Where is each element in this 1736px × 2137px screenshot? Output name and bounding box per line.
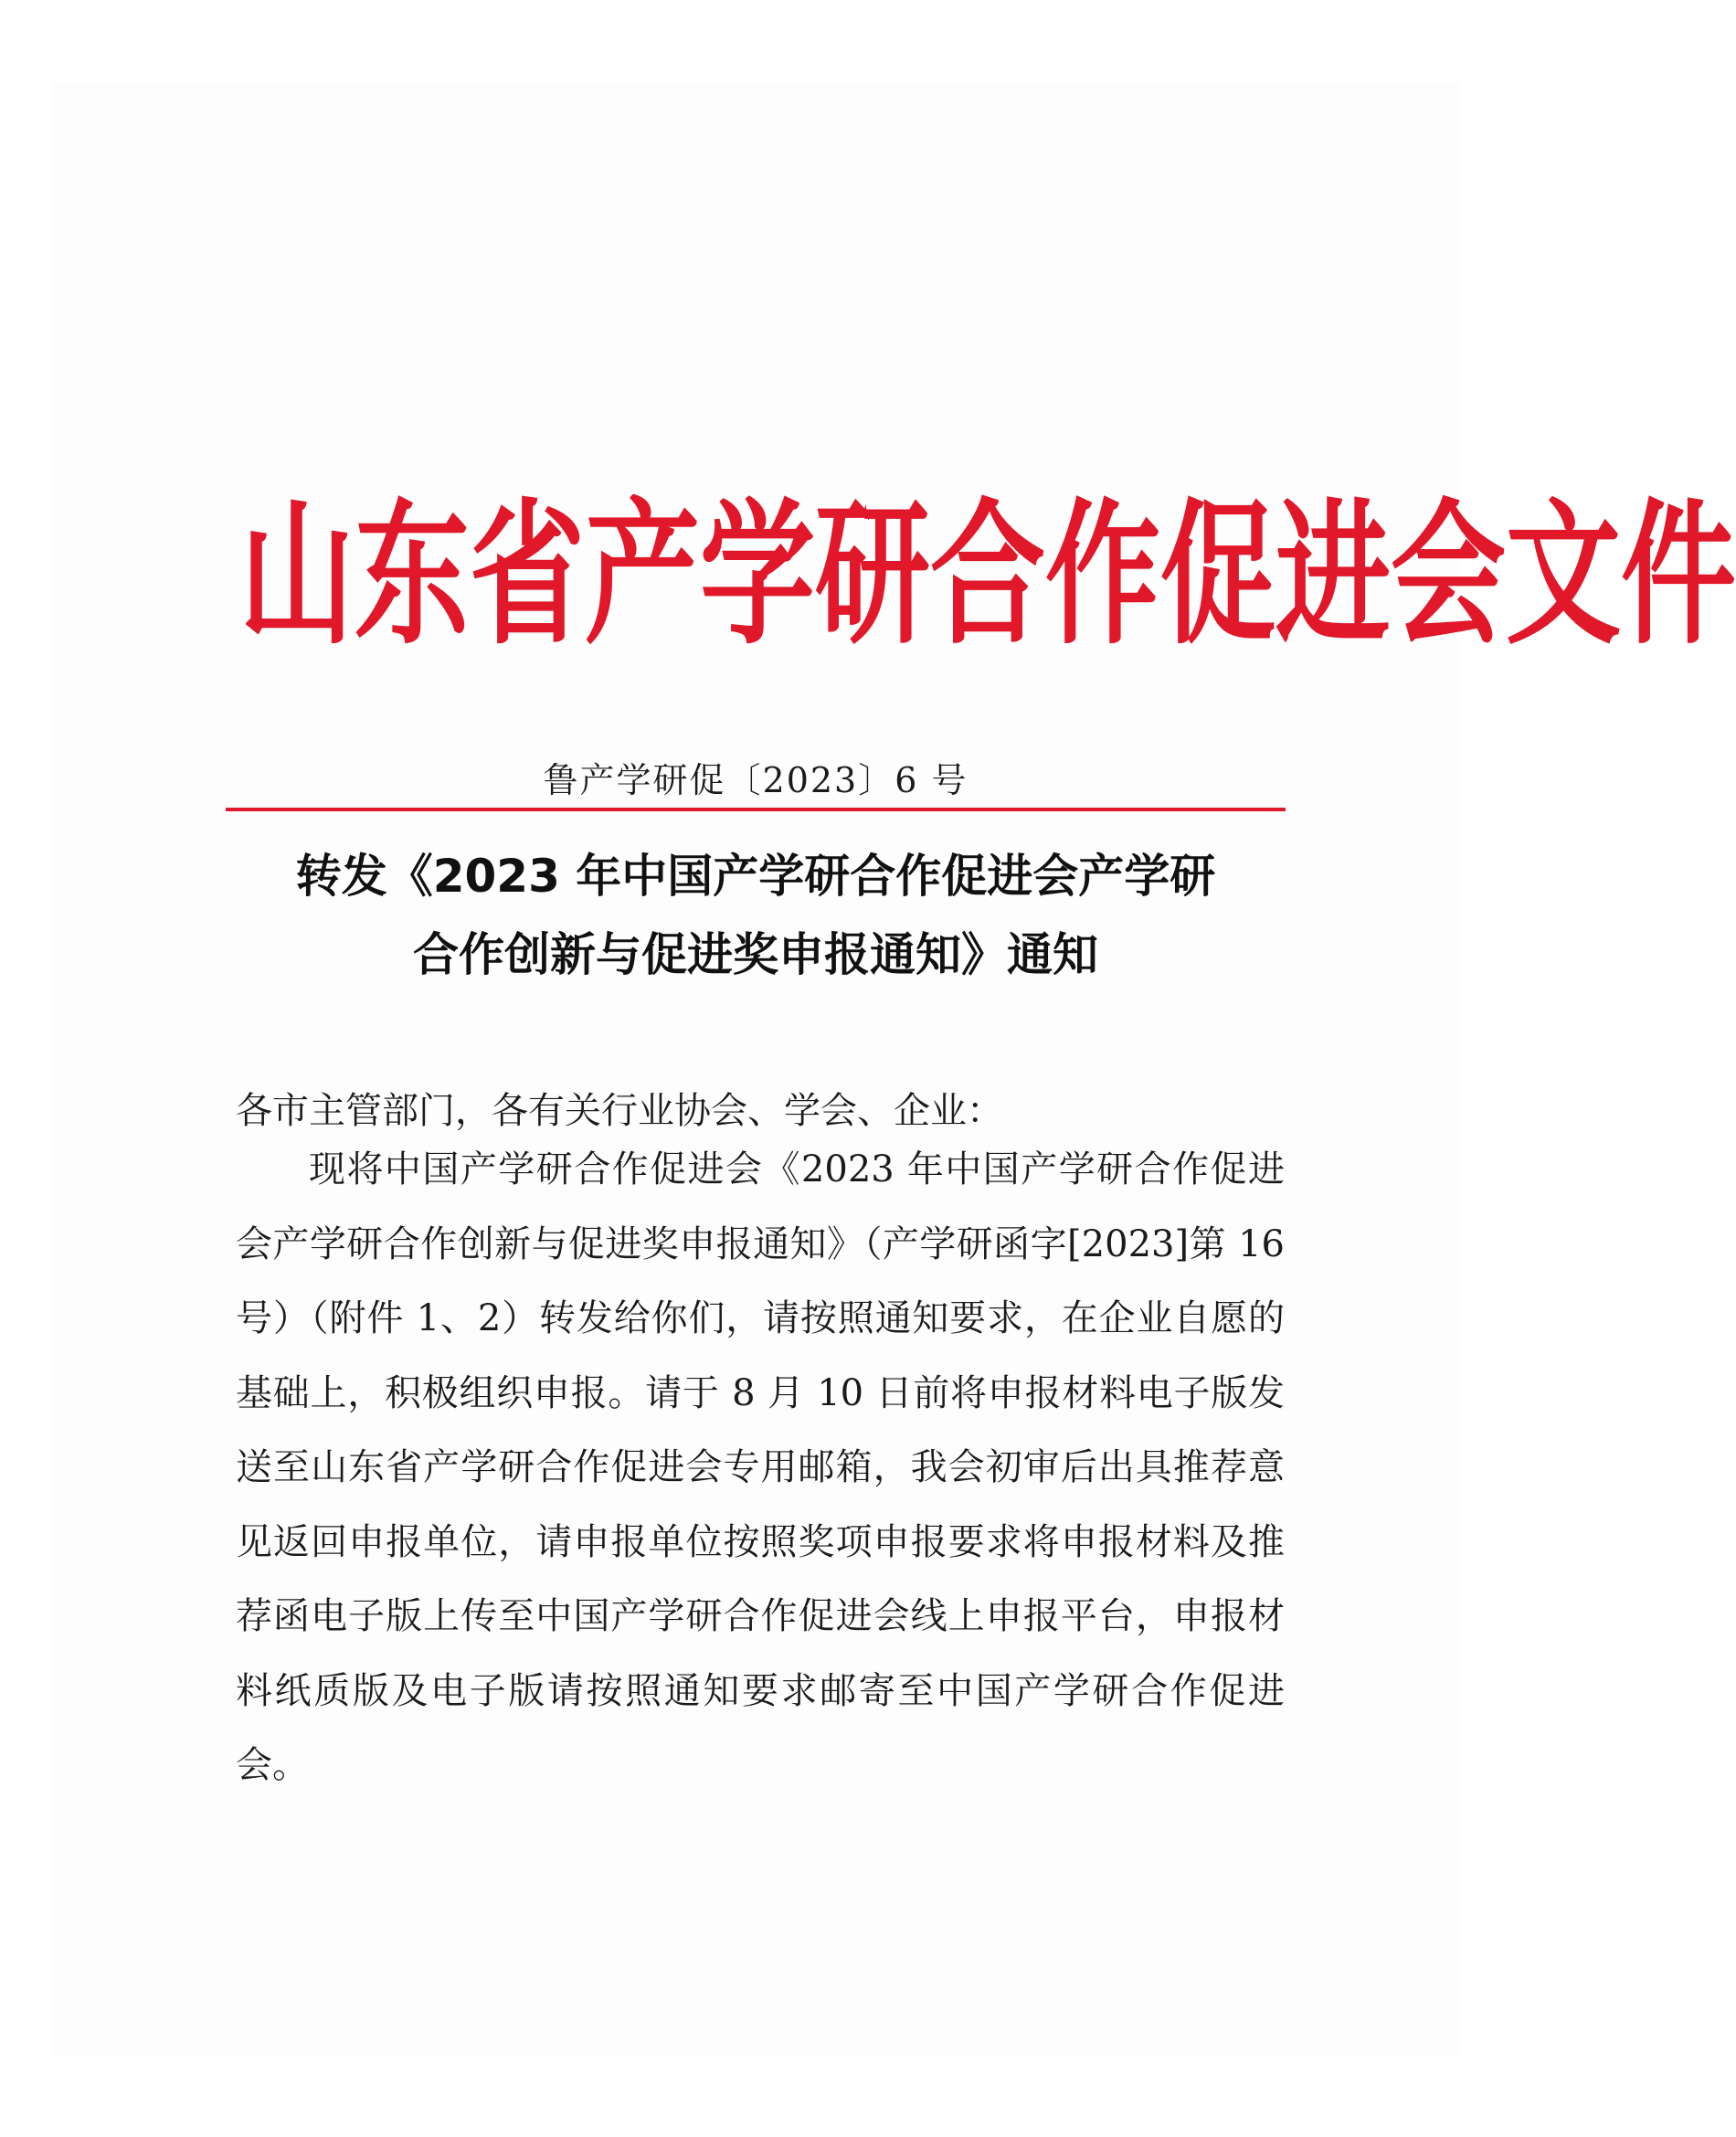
letterhead-char: 文 xyxy=(1506,484,1621,666)
title-line-1: 转发《2023 年中国产学研合作促进会产学研 xyxy=(295,850,1216,903)
letterhead-char: 促 xyxy=(1160,484,1276,666)
letterhead-char: 学 xyxy=(700,484,815,666)
document-number: 鲁产学研促〔2023〕6 号 xyxy=(543,760,969,800)
letterhead-char: 东 xyxy=(355,484,470,666)
letterhead-char: 省 xyxy=(470,484,585,666)
letterhead-char: 件 xyxy=(1621,484,1736,666)
letterhead-char: 研 xyxy=(815,484,930,666)
document-title xyxy=(201,837,1310,994)
letterhead-char: 作 xyxy=(1045,484,1160,666)
letterhead-char: 合 xyxy=(930,484,1045,666)
letterhead-char: 会 xyxy=(1391,484,1506,666)
letterhead-char: 进 xyxy=(1276,484,1391,666)
title-line-2: 合作创新与促进奖申报通知》通知 xyxy=(413,928,1098,981)
letterhead-char: 山 xyxy=(239,484,355,666)
salutation: 各市主管部门，各有关行业协会、学会、企业： xyxy=(236,1090,1003,1132)
body-paragraph: 现将中国产学研合作促进会《2023 年中国产学研合作促进会产学研合作创新与促进奖申报通知》（产学研函字[2023]第 16号）（附件 1、2）转发给你们，请按照通知要求，在企业自愿的基础上，积极组织申报。请于 8 月 10 日前将申报材料电子版发送至山东省产学研合作促进会专用邮箱，我会初审后出具推荐意见返回申报单位，请申报单位按照奖项申报要求将申报材料及推荐函电子版上传至中国产学研合作促进会线上申报平台，申报材料纸质版及电子版请按照通知要求邮寄至中国产学研合作促进会。 xyxy=(236,1148,1285,1786)
letterhead-char: 产 xyxy=(585,484,700,666)
red-letterhead-title xyxy=(239,452,1736,699)
red-divider-line xyxy=(226,808,1286,811)
